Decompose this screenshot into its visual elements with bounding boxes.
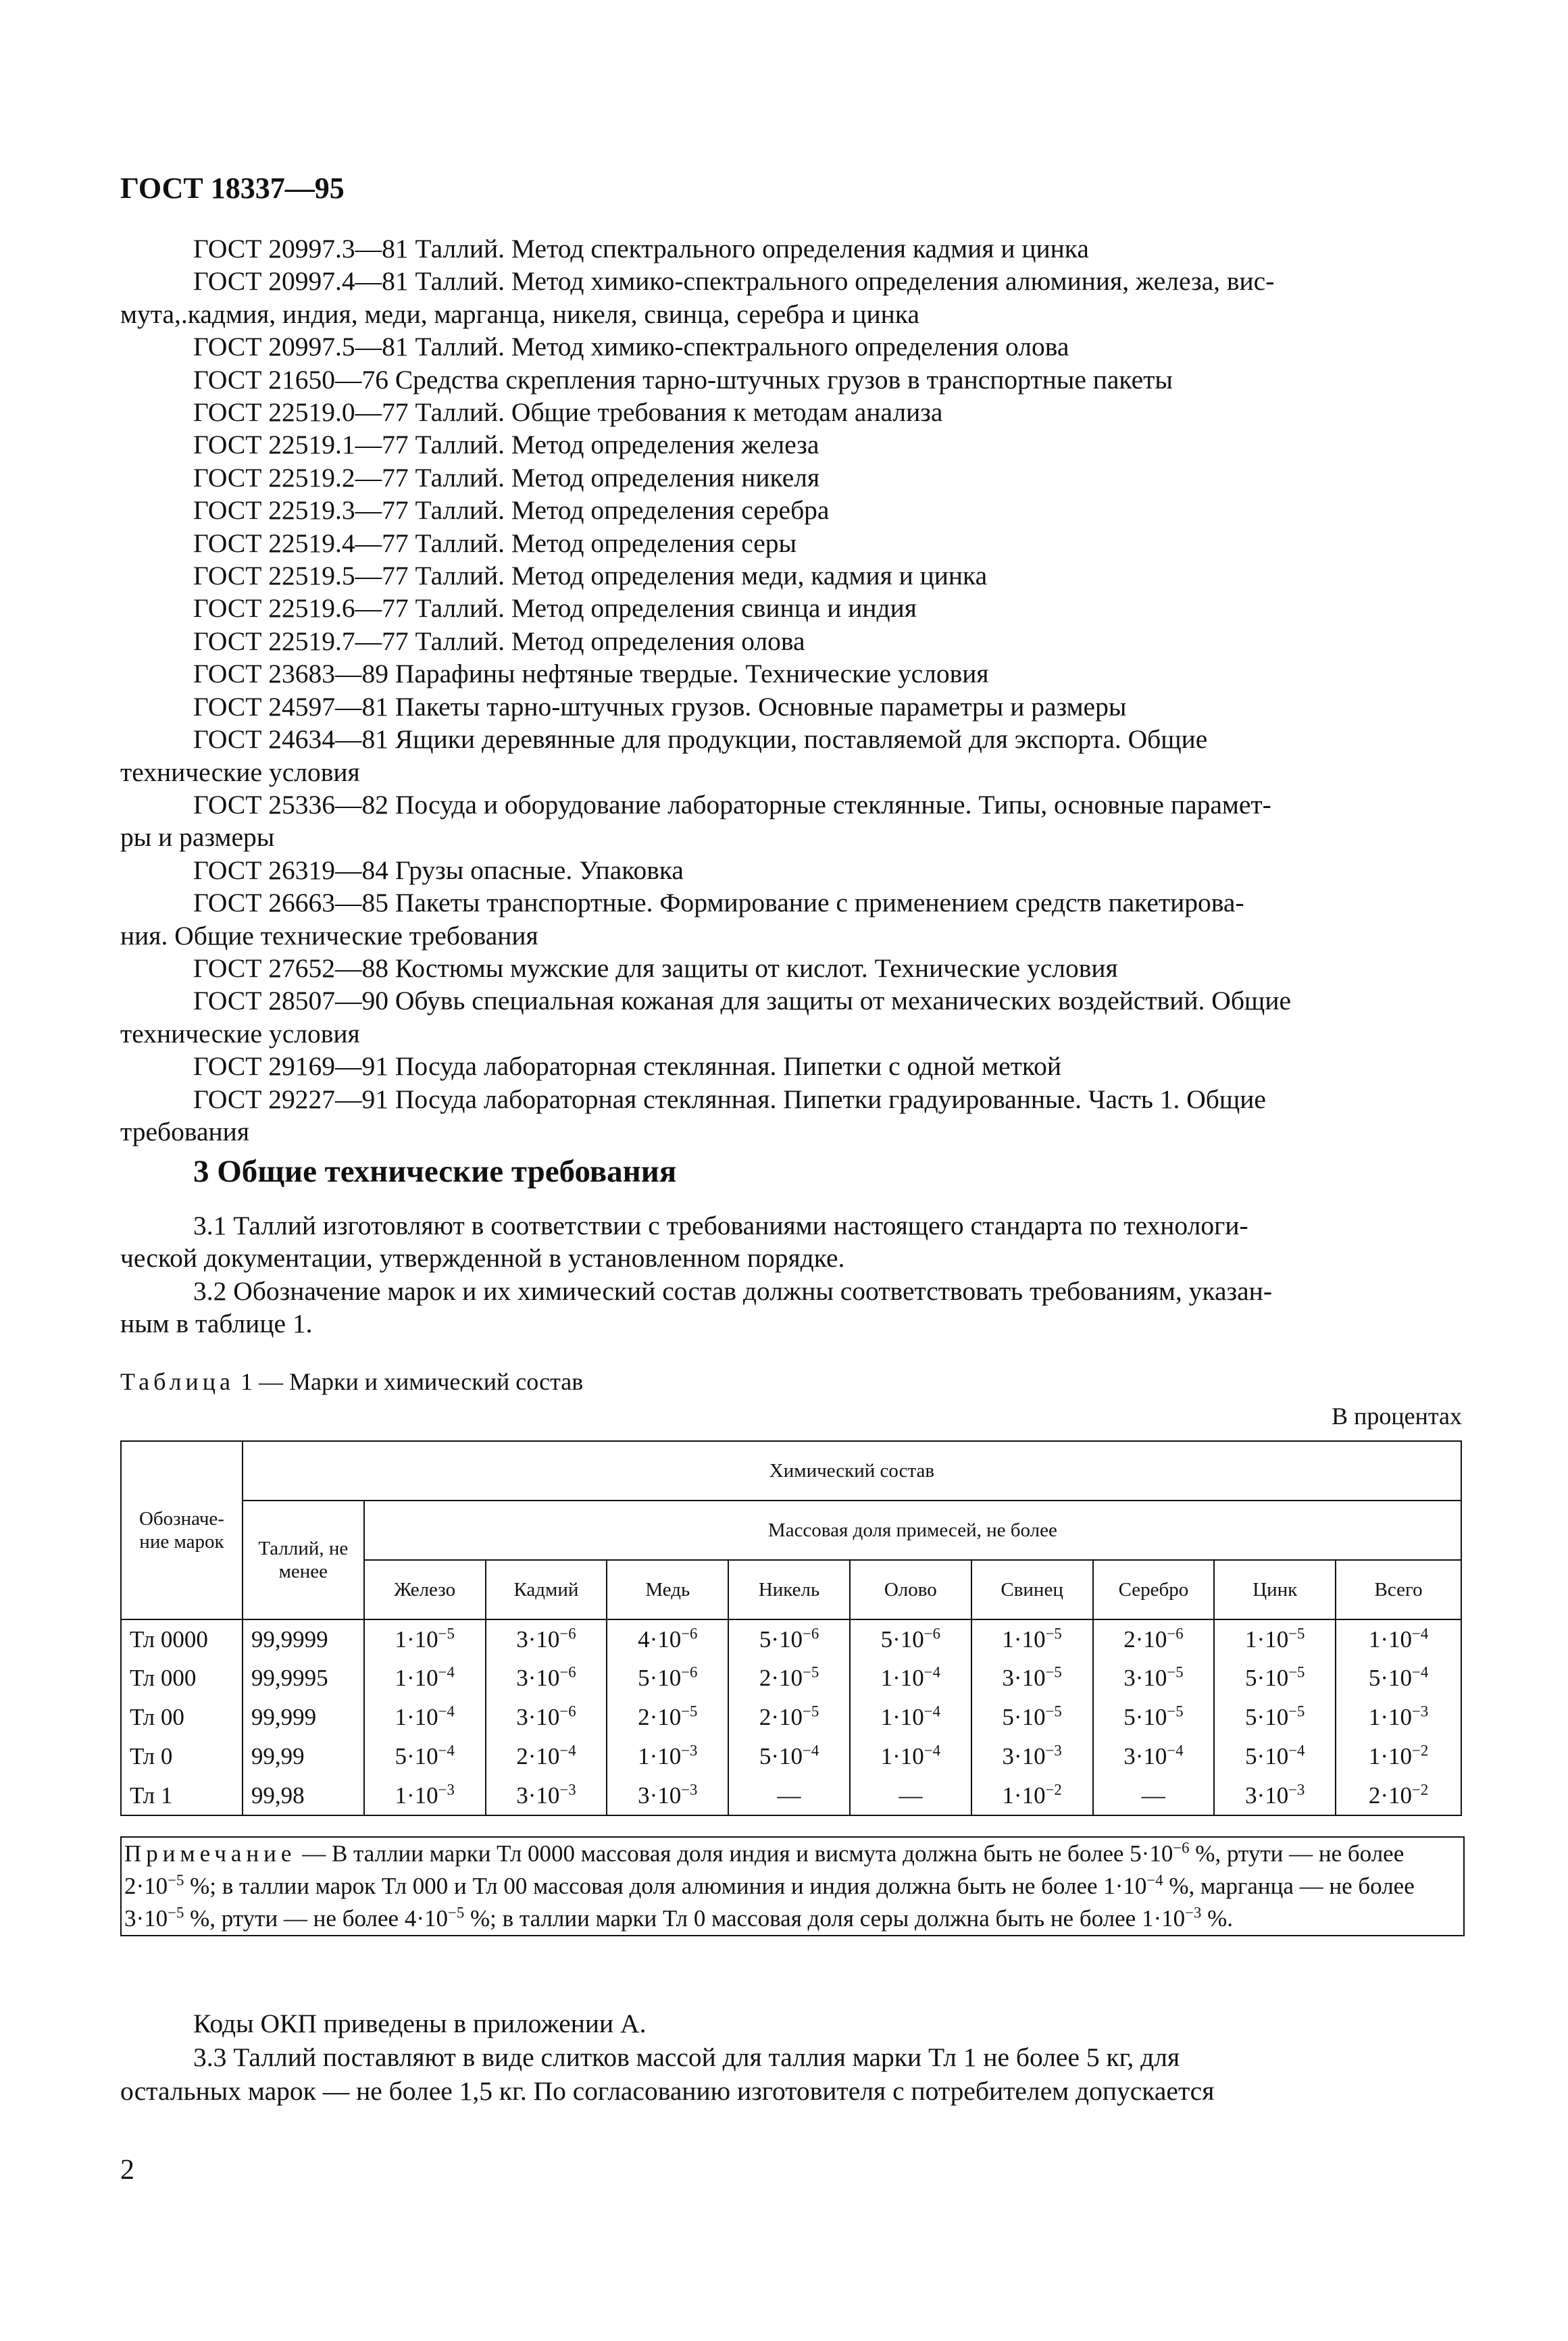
references-list (120, 232, 1462, 1148)
composition-table (120, 1440, 1462, 1816)
value-text (395, 1626, 454, 1653)
cell-impurity (1093, 1776, 1215, 1815)
value-text (1201, 1905, 1233, 1932)
cell-grade: Тл 1 (121, 1776, 243, 1815)
value-exponent: −5 (681, 1703, 698, 1720)
value-text (638, 1665, 697, 1691)
value-base: 2·10 (638, 1704, 682, 1730)
reference-item: ГОСТ 22519.6—77 Таллий. Метод определения свинца и индия (193, 593, 917, 624)
value-text (1369, 1626, 1428, 1653)
value-text (1002, 1665, 1061, 1691)
value-exponent: −6 (1167, 1625, 1184, 1642)
cell-impurity (364, 1619, 486, 1659)
cell-impurity (1093, 1737, 1215, 1776)
value-exponent: −4 (438, 1742, 455, 1759)
value-exponent: −2 (1412, 1742, 1429, 1759)
value-text (184, 1905, 464, 1932)
cell-impurity (364, 1698, 486, 1737)
header-element: Кадмий (486, 1560, 607, 1619)
cell-impurity (1214, 1619, 1336, 1659)
table-row (121, 1698, 1461, 1737)
value-text (1369, 1743, 1428, 1769)
value-base: — (1141, 1782, 1165, 1809)
value-text (302, 1840, 1130, 1867)
value-exponent: −5 (803, 1703, 819, 1720)
value-text (899, 1782, 922, 1809)
reference-item: ГОСТ 24597—81 Пакеты тарно-штучных грузов. Основные параметры и размеры (193, 691, 1127, 722)
cell-impurity (607, 1619, 728, 1659)
reference-item: ГОСТ 29227—91 Посуда лабораторная стеклянная. Пипетки градуированные. Часть 1. Общие (193, 1084, 1266, 1114)
cell-impurity (364, 1776, 486, 1815)
value-exponent: −3 (559, 1781, 576, 1798)
value-text (759, 1665, 819, 1691)
value-exponent: −6 (559, 1703, 576, 1720)
reference-item-continuation: требования (120, 1116, 249, 1147)
value-base: 5·10 (1245, 1665, 1289, 1691)
value-exponent: −5 (1045, 1625, 1062, 1642)
value-base: 2·10 (1368, 1782, 1413, 1809)
value-text (1002, 1782, 1061, 1809)
value-exponent: −5 (168, 1871, 184, 1889)
table-note (120, 1836, 1465, 1936)
value-exponent: −4 (438, 1663, 455, 1681)
value-base: 1·10 (395, 1665, 438, 1691)
header-chemical-composition: Химический состав (243, 1441, 1461, 1501)
value-text (1245, 1626, 1305, 1653)
value-base: 3·10 (638, 1782, 682, 1809)
value-text (638, 1626, 697, 1653)
okp-paragraph: Коды ОКП приведены в приложении А. (193, 2009, 647, 2038)
value-text (516, 1782, 576, 1809)
value-exponent: −5 (168, 1904, 184, 1921)
value-base: 5·10 (1123, 1704, 1167, 1730)
header-element: Олово (850, 1560, 971, 1619)
value-base: 3·10 (516, 1782, 560, 1809)
value-exponent: −6 (559, 1625, 576, 1642)
value-text (1369, 1782, 1428, 1809)
cell-impurity (971, 1619, 1093, 1659)
value-base: — (777, 1782, 801, 1809)
cell-impurity (728, 1776, 850, 1815)
value-text (1369, 1665, 1428, 1691)
cell-impurity (1093, 1698, 1215, 1737)
cell-impurity (607, 1776, 728, 1815)
value-base: 5·10 (1002, 1704, 1046, 1730)
value-base: 1·10 (1368, 1743, 1413, 1769)
value-exponent: −5 (1167, 1703, 1184, 1720)
value-exponent: −4 (1412, 1663, 1429, 1681)
cell-impurity (971, 1737, 1093, 1776)
cell-impurity (1336, 1619, 1461, 1659)
value-base: 1·10 (638, 1743, 682, 1769)
value-exponent: −6 (681, 1625, 698, 1642)
value-exponent: −2 (1045, 1781, 1062, 1798)
value-text (881, 1704, 940, 1730)
cell-thallium: 99,999 (243, 1698, 364, 1737)
cell-impurity (728, 1659, 850, 1698)
value-text (395, 1704, 454, 1730)
cell-impurity (1336, 1737, 1461, 1776)
cell-grade: Тл 00 (121, 1698, 243, 1737)
cell-impurity (1336, 1659, 1461, 1698)
cell-thallium: 99,98 (243, 1776, 364, 1815)
table-caption-text: 1 — Марки и химический состав (240, 1368, 584, 1395)
value-text (516, 1665, 576, 1691)
value-exponent: −6 (559, 1663, 576, 1681)
header-grade: Обозначе-ние марок (121, 1441, 243, 1619)
header-impurities: Массовая доля примесей, не более (364, 1501, 1461, 1560)
value-base: 3·10 (516, 1665, 560, 1691)
value-exponent: −4 (1288, 1742, 1305, 1759)
value-base: — (899, 1782, 923, 1809)
value-text (1123, 1665, 1183, 1691)
value-text (395, 1665, 454, 1691)
value-base: 5·10 (1368, 1665, 1413, 1691)
table-row (121, 1619, 1461, 1659)
value-exponent: −5 (447, 1904, 465, 1921)
value-base: %, ртути — не более 4·10 (184, 1905, 448, 1932)
value-exponent: −5 (1288, 1663, 1305, 1681)
value-text (395, 1743, 454, 1769)
header-element: Медь (607, 1560, 728, 1619)
reference-item: ГОСТ 22519.7—77 Таллий. Метод определения олова (193, 626, 805, 656)
header-element: Всего (1336, 1560, 1461, 1619)
value-exponent: −6 (1173, 1839, 1190, 1857)
value-exponent: −5 (1045, 1663, 1062, 1681)
value-exponent: −4 (1146, 1871, 1163, 1889)
cell-impurity (486, 1619, 607, 1659)
value-text (881, 1743, 940, 1769)
cell-impurity (486, 1737, 607, 1776)
table-unit: В процентах (1332, 1403, 1462, 1430)
value-text (778, 1782, 801, 1809)
value-exponent: −3 (681, 1781, 698, 1798)
value-text (759, 1626, 819, 1653)
value-base: 5·10 (759, 1626, 803, 1653)
cell-impurity (1336, 1776, 1461, 1815)
value-text (1130, 1840, 1189, 1867)
value-text (1245, 1743, 1305, 1769)
value-base: 5·10 (1130, 1840, 1173, 1867)
cell-impurity (1214, 1659, 1336, 1698)
value-text (1002, 1743, 1061, 1769)
value-text (638, 1782, 697, 1809)
reference-item: ГОСТ 22519.0—77 Таллий. Общие требования к методам анализа (193, 397, 943, 428)
value-exponent: −4 (924, 1742, 941, 1759)
value-text (1002, 1626, 1061, 1653)
reference-item: ГОСТ 20997.3—81 Таллий. Метод спектрального определения кадмия и цинка (193, 234, 1089, 263)
value-text (1123, 1704, 1183, 1730)
cell-impurity (850, 1776, 971, 1815)
reference-item: ГОСТ 20997.4—81 Таллий. Метод химико-спектрального определения алюминия, железа, вис- (193, 266, 1275, 297)
reference-item: ГОСТ 21650—76 Средства скрепления тарно-штучных грузов в транспортные пакеты (193, 364, 1173, 395)
value-base: 1·10 (395, 1782, 438, 1809)
note-label: Примечание (124, 1840, 297, 1867)
cell-impurity (364, 1659, 486, 1698)
value-base: 1·10 (1245, 1626, 1289, 1653)
value-base: 1·10 (395, 1626, 438, 1653)
paragraph-line: 3.1 Таллий изготовляют в соответствии с требованиями настоящего стандарта по технологи- (193, 1211, 1248, 1240)
reference-item-continuation: технические условия (120, 1018, 360, 1049)
value-base: 1·10 (395, 1704, 438, 1730)
value-base: 1·10 (1002, 1782, 1046, 1809)
reference-item: ГОСТ 26319—84 Грузы опасные. Упаковка (193, 855, 684, 885)
cell-impurity (364, 1737, 486, 1776)
value-base: 1·10 (880, 1743, 924, 1769)
value-text (1245, 1665, 1305, 1691)
value-exponent: −3 (681, 1742, 698, 1759)
value-text (516, 1743, 576, 1769)
value-exponent: −2 (1412, 1781, 1429, 1798)
table-row (121, 1737, 1461, 1776)
value-text (464, 1905, 1201, 1932)
reference-item: ГОСТ 22519.4—77 Таллий. Метод определения серы (193, 528, 797, 558)
value-base: 3·10 (516, 1626, 560, 1653)
header-element: Железо (364, 1560, 486, 1619)
reference-item: ГОСТ 22519.3—77 Таллий. Метод определения серебра (193, 495, 830, 526)
value-exponent: −4 (803, 1742, 819, 1759)
cell-impurity (728, 1698, 850, 1737)
paragraph-line: ческой документации, утвержденной в установленном порядке. (120, 1243, 845, 1274)
value-text (759, 1704, 819, 1730)
section-title: 3 Общие технические требования (193, 1154, 677, 1189)
value-base: 3·10 (1123, 1743, 1167, 1769)
value-exponent: −6 (681, 1663, 698, 1681)
table-caption (120, 1367, 583, 1396)
value-exponent: −5 (438, 1625, 455, 1642)
cell-impurity (728, 1619, 850, 1659)
cell-grade: Тл 000 (121, 1659, 243, 1698)
value-exponent: −4 (438, 1703, 455, 1720)
cell-grade: Тл 0000 (121, 1619, 243, 1659)
value-base: 2·10 (759, 1704, 803, 1730)
value-base: 1·10 (880, 1704, 924, 1730)
reference-item: ГОСТ 22519.5—77 Таллий. Метод определения меди, кадмия и цинка (193, 561, 988, 591)
value-text (1245, 1704, 1305, 1730)
value-exponent: −4 (924, 1703, 941, 1720)
value-base: 5·10 (1245, 1704, 1289, 1730)
value-base: %, ртути — не более 2·10 (124, 1840, 1405, 1899)
header-element: Свинец (971, 1560, 1093, 1619)
reference-item: ГОСТ 26663—85 Пакеты транспортные. Формирование с применением средств пакетирова- (193, 888, 1244, 918)
value-exponent: −4 (1167, 1742, 1184, 1759)
value-exponent: −3 (1185, 1904, 1202, 1921)
reference-item-continuation: ния. Общие технические требования (120, 920, 538, 951)
cell-grade: Тл 0 (121, 1737, 243, 1776)
table-row (121, 1659, 1461, 1698)
value-base: 1·10 (880, 1665, 924, 1691)
value-text (1369, 1704, 1428, 1730)
paragraph-3-3-line-2: остальных марок — не более 1,5 кг. По согласованию изготовителя с потребителем допускается (120, 2076, 1215, 2106)
header-element: Цинк (1214, 1560, 1336, 1619)
value-text (516, 1704, 576, 1730)
cell-impurity (971, 1698, 1093, 1737)
reference-item-continuation: технические условия (120, 757, 360, 787)
cell-impurity (850, 1698, 971, 1737)
value-base: 3·10 (1123, 1665, 1167, 1691)
value-text (759, 1743, 819, 1769)
value-base: %, марганца — не более 3·10 (124, 1873, 1415, 1932)
value-text (881, 1665, 940, 1691)
value-base: 5·10 (638, 1665, 682, 1691)
value-exponent: −3 (1045, 1742, 1062, 1759)
value-exponent: −4 (559, 1742, 576, 1759)
reference-item: ГОСТ 22519.1—77 Таллий. Метод определения железа (193, 430, 819, 460)
cell-impurity (971, 1776, 1093, 1815)
paragraph-line: 3.2 Обозначение марок и их химический состав должны соответствовать требованиям, указан- (193, 1276, 1272, 1306)
cell-impurity (486, 1659, 607, 1698)
value-exponent: −5 (1045, 1703, 1062, 1720)
section-paragraphs (120, 1209, 1462, 1340)
value-text (516, 1626, 576, 1653)
cell-impurity (971, 1659, 1093, 1698)
reference-item: ГОСТ 24634—81 Ящики деревянные для продукции, поставляемой для экспорта. Общие (193, 724, 1208, 755)
reference-item: ГОСТ 22519.2—77 Таллий. Метод определения никеля (193, 462, 820, 493)
reference-item: ГОСТ 23683—89 Парафины нефтяные твердые. Технические условия (193, 659, 989, 689)
value-exponent: −3 (1412, 1703, 1429, 1720)
value-exponent: −5 (1288, 1625, 1305, 1642)
value-exponent: −3 (438, 1781, 455, 1798)
value-base: 5·10 (759, 1743, 803, 1769)
reference-item-continuation: мута,.кадмия, индия, меди, марганца, никеля, свинца, серебра и цинка (120, 299, 919, 329)
paragraph-line: ным в таблице 1. (120, 1309, 313, 1339)
header-element: Никель (728, 1560, 850, 1619)
value-base: 2·10 (759, 1665, 803, 1691)
value-base: — В таллии марки Тл 0000 массовая доля индия и висмута должна быть не более (302, 1840, 1130, 1867)
table-caption-label: Таблица (120, 1368, 234, 1395)
value-exponent: −6 (803, 1625, 819, 1642)
value-text (1123, 1626, 1183, 1653)
cell-impurity (1214, 1698, 1336, 1737)
cell-impurity (850, 1737, 971, 1776)
value-exponent: −5 (1288, 1703, 1305, 1720)
value-base: 1·10 (1002, 1626, 1046, 1653)
reference-item: ГОСТ 28507—90 Обувь специальная кожаная для защиты от механических воздействий. Общие (193, 986, 1291, 1016)
cell-thallium: 99,9999 (243, 1619, 364, 1659)
value-text (1142, 1782, 1165, 1809)
value-exponent: −4 (1412, 1625, 1429, 1642)
value-base: 5·10 (880, 1626, 924, 1653)
value-base: 4·10 (638, 1626, 682, 1653)
header-thallium: Таллий, не менее (243, 1501, 364, 1619)
value-exponent: −3 (1288, 1781, 1305, 1798)
value-text (395, 1782, 454, 1809)
reference-item-continuation: ры и размеры (120, 822, 275, 853)
cell-impurity (1093, 1659, 1215, 1698)
cell-impurity (607, 1698, 728, 1737)
reference-item: ГОСТ 20997.5—81 Таллий. Метод химико-спектрального определения олова (193, 332, 1069, 362)
value-base: %; в таллии марок Тл 000 и Тл 00 массовая доля алюминия и индия должна быть не более 1·10 (184, 1873, 1147, 1899)
value-base: 3·10 (1002, 1743, 1046, 1769)
value-base: %; в таллии марки Тл 0 массовая доля серы должна быть не более 1·10 (464, 1905, 1186, 1932)
value-text (638, 1704, 697, 1730)
value-exponent: −6 (924, 1625, 941, 1642)
value-base: 2·10 (516, 1743, 560, 1769)
cell-impurity (1214, 1776, 1336, 1815)
page-number: 2 (120, 2155, 134, 2186)
cell-impurity (1214, 1737, 1336, 1776)
value-text (184, 1873, 1163, 1899)
cell-impurity (850, 1619, 971, 1659)
cell-impurity (607, 1659, 728, 1698)
cell-thallium: 99,99 (243, 1737, 364, 1776)
cell-impurity (728, 1737, 850, 1776)
document-header: ГОСТ 18337—95 (120, 172, 345, 205)
cell-impurity (486, 1698, 607, 1737)
value-text (881, 1626, 940, 1653)
cell-impurity (1093, 1619, 1215, 1659)
reference-item: ГОСТ 29169—91 Посуда лабораторная стеклянная. Пипетки с одной меткой (193, 1051, 1061, 1082)
after-table-text (120, 2007, 1462, 2108)
reference-item: ГОСТ 25336—82 Посуда и оборудование лабораторные стеклянные. Типы, основные парамет- (193, 789, 1271, 820)
cell-impurity (850, 1659, 971, 1698)
value-base: 5·10 (395, 1743, 438, 1769)
value-text (1123, 1743, 1183, 1769)
value-base: 3·10 (1002, 1665, 1046, 1691)
reference-item: ГОСТ 27652—88 Костюмы мужские для защиты от кислот. Технические условия (193, 953, 1118, 983)
value-text (638, 1743, 697, 1769)
value-base: %. (1201, 1905, 1233, 1932)
cell-impurity (486, 1776, 607, 1815)
value-base: 3·10 (516, 1704, 560, 1730)
table-row (121, 1776, 1461, 1815)
value-text (1245, 1782, 1305, 1809)
cell-thallium: 99,9995 (243, 1659, 364, 1698)
value-text (1002, 1704, 1061, 1730)
header-element: Серебро (1093, 1560, 1215, 1619)
value-exponent: −4 (924, 1663, 941, 1681)
value-base: 1·10 (1368, 1626, 1413, 1653)
value-base: 3·10 (1245, 1782, 1289, 1809)
paragraph-3-3-line-1: 3.3 Таллий поставляют в виде слитков массой для таллия марки Тл 1 не более 5 кг, для (193, 2042, 1180, 2072)
value-base: 1·10 (1368, 1704, 1413, 1730)
value-exponent: −5 (1167, 1663, 1184, 1681)
value-exponent: −5 (803, 1663, 819, 1681)
value-base: 2·10 (1123, 1626, 1167, 1653)
cell-impurity (1336, 1698, 1461, 1737)
value-base: 5·10 (1245, 1743, 1289, 1769)
cell-impurity (607, 1737, 728, 1776)
